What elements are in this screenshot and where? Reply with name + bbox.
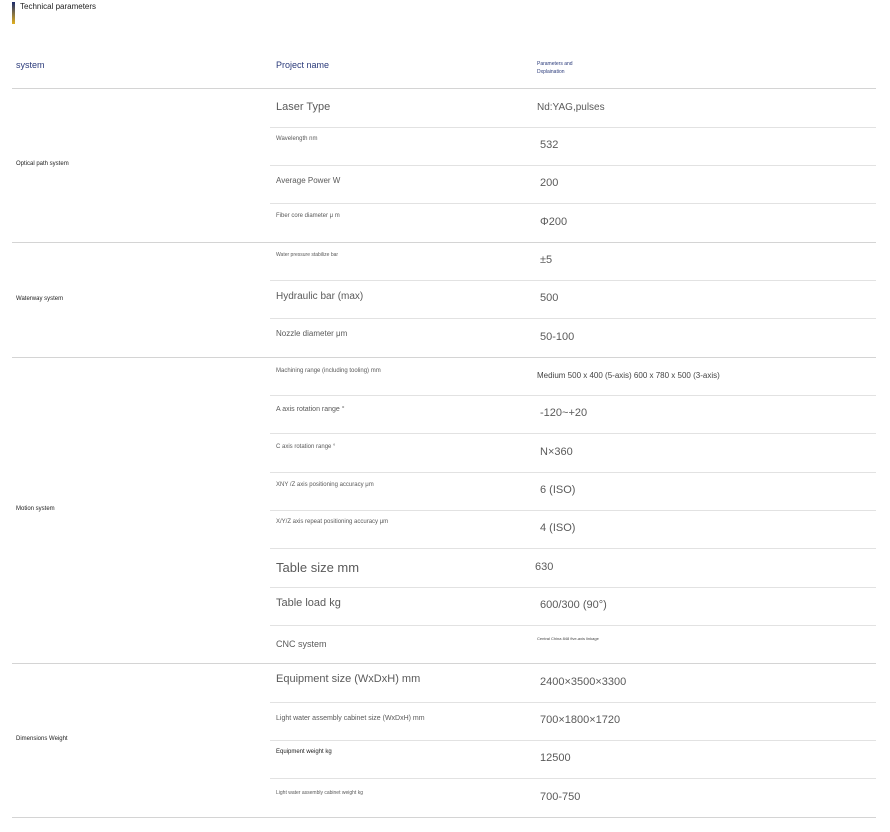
parameter-value-cell: 500 bbox=[540, 292, 559, 305]
parameter-value-cell: 50-100 bbox=[540, 330, 575, 343]
row-divider bbox=[12, 817, 876, 818]
row-divider bbox=[270, 395, 876, 396]
row-divider bbox=[270, 280, 876, 281]
parameter-value-cell: 2400×3500×3300 bbox=[540, 675, 627, 688]
row-divider bbox=[270, 433, 876, 434]
row-divider bbox=[270, 548, 876, 549]
header-project-name: Project name bbox=[276, 60, 330, 70]
parameter-value-cell: Medium 500 x 400 (5-axis) 600 x 780 x 500 (3-axis) bbox=[537, 371, 720, 381]
row-divider bbox=[12, 88, 876, 89]
row-divider bbox=[270, 625, 876, 626]
parameter-value-cell: 12500 bbox=[540, 752, 571, 765]
project-name-cell: Nozzle diameter μm bbox=[276, 328, 348, 338]
project-name-cell: A axis rotation range ° bbox=[276, 405, 345, 413]
row-divider bbox=[270, 778, 876, 779]
row-divider bbox=[270, 165, 876, 166]
parameter-value-cell: 600/300 (90°) bbox=[540, 599, 607, 612]
title-accent-bar bbox=[12, 2, 15, 24]
row-divider bbox=[12, 357, 876, 358]
project-name-cell: Table load kg bbox=[276, 597, 341, 610]
project-name-cell: Laser Type bbox=[276, 100, 331, 113]
parameter-value-cell: Central China 848 five-axis linkage bbox=[537, 635, 599, 641]
project-name-cell: CNC system bbox=[276, 638, 327, 649]
row-divider bbox=[270, 318, 876, 319]
project-name-cell: Light water assembly cabinet size (WxDxH) mm bbox=[276, 714, 425, 722]
row-divider bbox=[270, 740, 876, 741]
project-name-cell: XNY /Z axis positioning accuracy μm bbox=[276, 482, 374, 489]
project-name-cell: X/Y/Z axis repeat positioning accuracy μm bbox=[276, 519, 389, 526]
page-title: Technical parameters bbox=[20, 2, 97, 11]
project-name-cell: Water pressure stabilize bar bbox=[276, 252, 339, 258]
row-divider bbox=[270, 203, 876, 204]
parameter-value-cell: 532 bbox=[540, 139, 559, 152]
row-divider bbox=[12, 663, 876, 664]
system-group-label: Motion system bbox=[16, 506, 55, 512]
row-divider bbox=[270, 702, 876, 703]
parameter-value-cell: 4 (ISO) bbox=[540, 522, 576, 535]
parameter-value-cell: Φ200 bbox=[540, 215, 568, 228]
parameter-value-cell: 630 bbox=[535, 560, 554, 573]
row-divider bbox=[270, 587, 876, 588]
header-parameters: Parameters and Dxplaination bbox=[537, 61, 573, 75]
header-system: system bbox=[16, 60, 45, 70]
project-name-cell: C axis rotation range ° bbox=[276, 443, 336, 450]
system-group-label: Waterway system bbox=[16, 295, 64, 302]
row-divider bbox=[270, 472, 876, 473]
project-name-cell: Equipment weight kg bbox=[276, 749, 332, 756]
row-divider bbox=[270, 510, 876, 511]
row-divider bbox=[270, 127, 876, 128]
project-name-cell: Machining range (including tooling) mm bbox=[276, 368, 381, 375]
project-name-cell: Hydraulic bar (max) bbox=[276, 291, 364, 302]
parameter-value-cell: Nd:YAG,pulses bbox=[537, 101, 605, 113]
parameter-value-cell: 700×1800×1720 bbox=[540, 714, 621, 727]
parameter-value-cell: 6 (ISO) bbox=[540, 484, 576, 497]
parameter-value-cell: ±5 bbox=[540, 254, 553, 267]
project-name-cell: Light water assembly cabinet weight kg bbox=[276, 789, 363, 796]
system-group-label: Dimensions Weight bbox=[16, 736, 68, 742]
project-name-cell: Table size mm bbox=[276, 559, 360, 575]
system-group-label: Optical path system bbox=[16, 161, 69, 167]
project-name-cell: Wavelength nm bbox=[276, 136, 318, 143]
project-name-cell: Equipment size (WxDxH) mm bbox=[276, 672, 421, 685]
project-name-cell: Average Power W bbox=[276, 176, 341, 186]
parameter-value-cell: 700-750 bbox=[540, 790, 581, 803]
parameter-value-cell: -120~+20 bbox=[540, 407, 588, 420]
row-divider bbox=[12, 242, 876, 243]
parameter-value-cell: 200 bbox=[540, 177, 559, 190]
parameter-value-cell: N×360 bbox=[540, 445, 573, 458]
project-name-cell: Fiber core diameter μ m bbox=[276, 212, 340, 219]
